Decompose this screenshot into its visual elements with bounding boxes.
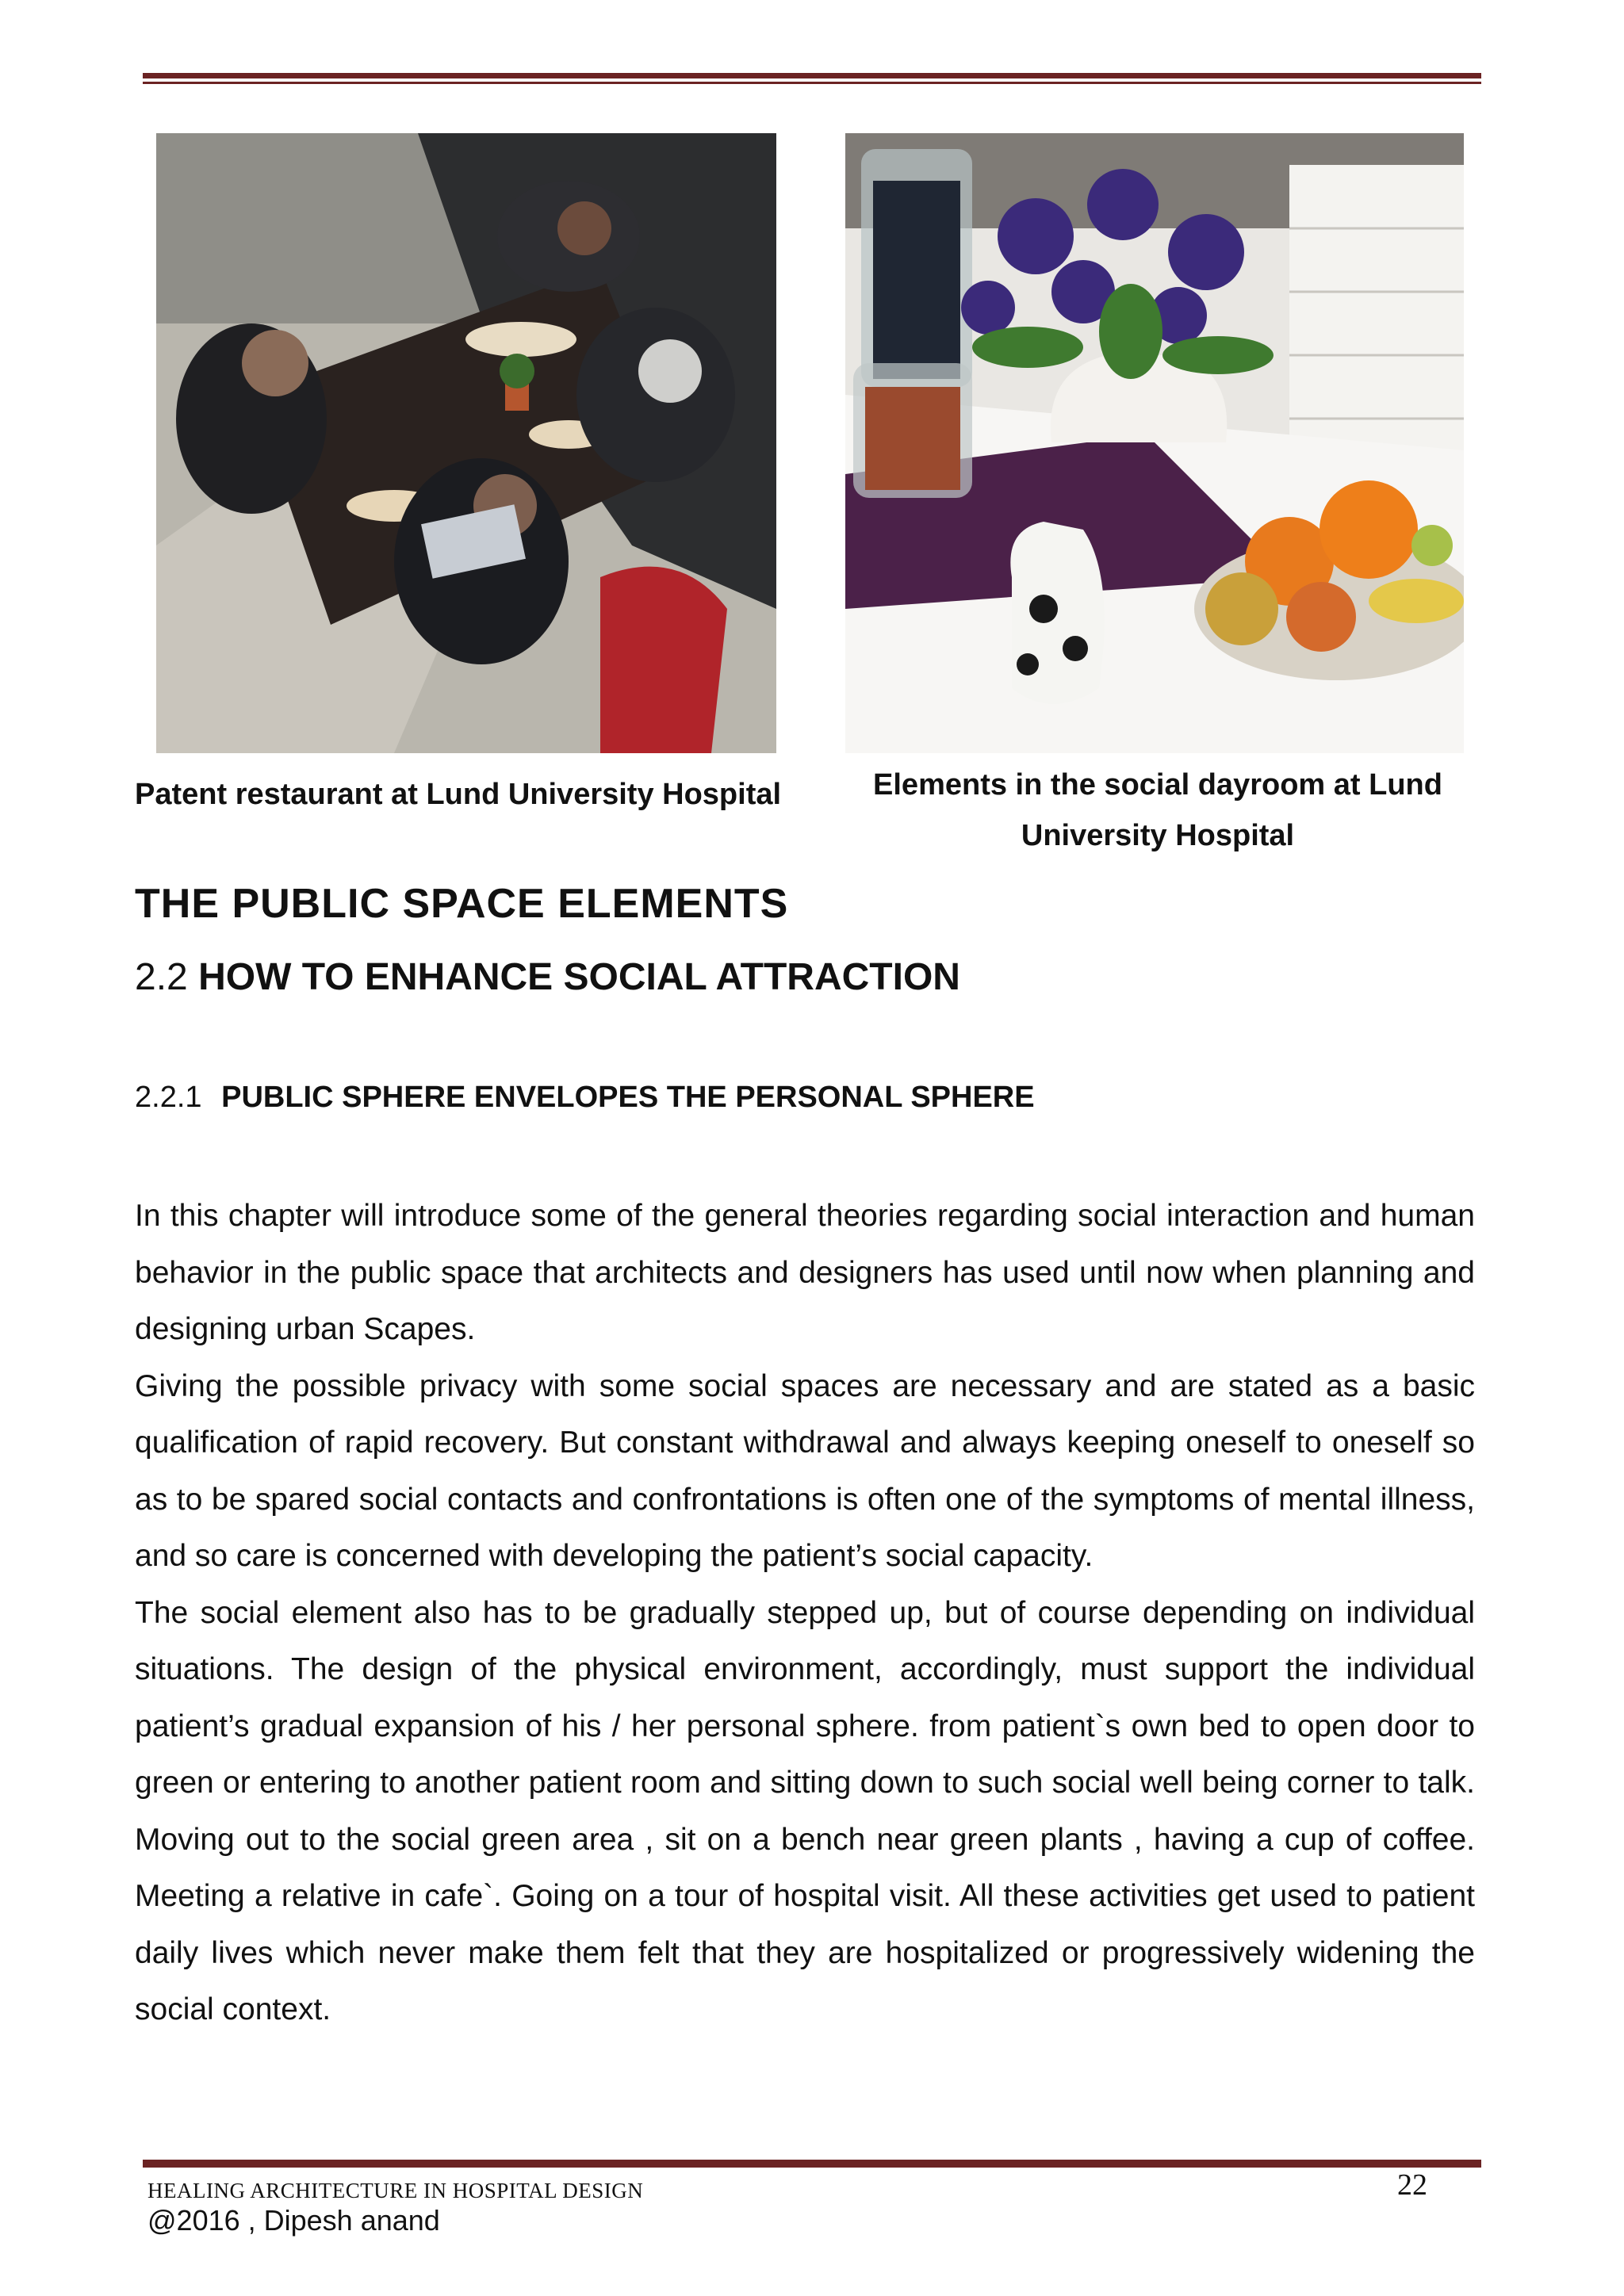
subsubsection-title: PUBLIC SPHERE ENVELOPES THE PERSONAL SPHERE	[221, 1081, 1035, 1114]
footer-title: HEALING ARCHITECTURE IN HOSPITAL DESIGN	[147, 2179, 644, 2202]
paragraph: In this chapter will introduce some of the general theories regarding social interaction and human behavior in the public space that architects and designers has used until now when planning and designing urban Scapes.	[135, 1199, 1475, 1346]
right-caption-line-2: University Hospital	[1021, 819, 1295, 852]
left-photo-caption: Patent restaurant at Lund University Hospital	[135, 778, 782, 811]
paragraph: Giving the possible privacy with some social spaces are necessary and are stated as a basic qualification of rapid recovery. But constant withdrawal and always keeping oneself to oneself so as to be spared social contacts and confrontations is often one of the symptoms of mental illness, and so care is concerned with developing the patient’s social capacity.	[135, 1368, 1475, 1573]
bottom-rule	[143, 2156, 1481, 2168]
footer-copyright: @2016 , Dipesh anand	[147, 2204, 440, 2237]
paragraph: The social element also has to be gradually stepped up, but of course depending on individual situations. The design of the physical environment, accordingly, must support the individual patient’s gradual expansion of his / her personal sphere. from patient`s own bed to open door to green or entering to another patient room and sitting down to such social well being corner to talk. Moving out to the social green area , sit on a bench near green plants , having a cup of coffee. Meeting a relative in cafe`. Going on a tour of hospital visit. All these activities get used to patient daily lives which never make them felt that they are hospitalized or progressively widening the social context.	[135, 1595, 1475, 2026]
section-title: THE PUBLIC SPACE ELEMENTS	[135, 881, 789, 927]
subsubsection-heading	[135, 1081, 1035, 1115]
subsection-number: 2.2	[135, 956, 188, 998]
restaurant-photo	[156, 133, 776, 753]
right-caption-line-1: Elements in the social dayroom at Lund	[873, 768, 1442, 802]
body-text	[135, 1188, 1475, 2038]
dayroom-photo	[845, 133, 1464, 753]
subsection-heading	[135, 955, 960, 999]
right-photo-caption	[841, 760, 1475, 861]
subsubsection-number: 2.2.1	[135, 1081, 202, 1114]
subsection-title: HOW TO ENHANCE SOCIAL ATTRACTION	[198, 956, 960, 998]
top-rule	[143, 73, 1481, 84]
page-number: 22	[1397, 2168, 1427, 2202]
